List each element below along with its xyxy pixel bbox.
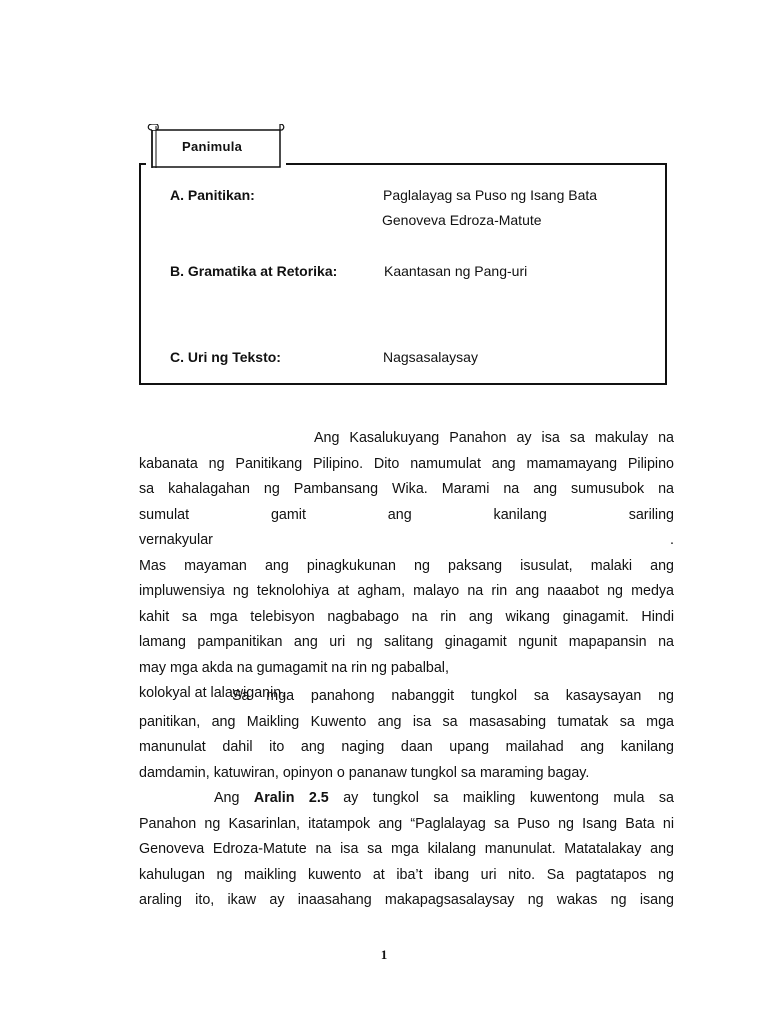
aralin-number: Aralin 2.5 [253, 790, 329, 806]
p3-post: ay tungkol sa maikling kuwentong mula sa [343, 790, 674, 806]
p2-line: manunulat dahil ito ang naging daan upang mailahad ang kanilang [139, 739, 674, 755]
paragraph-3 [139, 786, 674, 914]
p3-pre: Ang [214, 790, 254, 806]
p1-line: sa kahalagahan ng Pambansang Wika. Marami na ang sumusubok na [139, 481, 674, 497]
p1-line: impluwensiya ng teknolohiya at agham, malayo na rin ang naaabot ng medya [139, 583, 674, 599]
p1-line: kolokyal at lalawiganin. [139, 685, 286, 701]
paragraph-1 [139, 426, 674, 707]
p1-line: kahit sa mga telebisyon nagbabago na rin ang wikang ginagamit. Hindi [139, 608, 674, 625]
panimula-scroll-banner [146, 124, 286, 170]
p1-line: sumulat gamit ang kanilang sariling vernakyular . [139, 506, 674, 548]
page-number: 1 [380, 947, 388, 962]
p2-line: damdamin, katuwiran, opinyon o pananaw tungkol sa maraming bagay. [139, 764, 590, 781]
value-panitikan-author: Genoveva Edroza-Matute [382, 212, 542, 228]
value-panitikan-title: Paglalayag sa Puso ng Isang Bata [383, 187, 598, 203]
label-uri-ng-teksto: C. Uri ng Teksto: [170, 349, 281, 365]
p1-line: Ang Kasalukuyang Panahon ay isa sa makulay na [314, 430, 674, 446]
p3-line: Panahon ng Kasarinlan, itatampok ang “Paglalayag sa Puso ng Isang Bata ni [139, 815, 674, 832]
panimula-title: Panimula [182, 139, 243, 154]
paragraph-2 [139, 684, 674, 786]
p3-line: Genoveva Edroza-Matute na isa sa mga kilalang manunulat. Matatalakay ang [139, 841, 674, 857]
label-panitikan: A. Panitikan: [170, 187, 255, 203]
p2-line: panitikan, ang Maikling Kuwento ang isa sa masasabing tumatak sa mga [139, 713, 674, 730]
label-gramatika: B. Gramatika at Retorika: [170, 263, 338, 279]
value-gramatika: Kaantasan ng Pang-uri [384, 263, 528, 279]
p3-line: araling ito, ikaw ay inaasahang makapagsasalaysay ng wakas ng isang [139, 892, 674, 908]
p1-line: may mga akda na gumagamit na rin ng pabalbal, [139, 659, 449, 676]
p1-line: kabanata ng Panitikang Pilipino. Dito namumulat ang mamamayang Pilipino [139, 455, 674, 472]
value-uri-ng-teksto: Nagsasalaysay [383, 349, 478, 365]
p3-line: kahulugan ng maikling kuwento at iba’t ibang uri nito. Sa pagtatapos ng [139, 866, 674, 883]
p1-line: Mas mayaman ang pinagkukunan ng paksang isusulat, malaki ang [139, 557, 674, 574]
p2-line: Sa mga panahong nabanggit tungkol sa kasaysayan ng [232, 688, 674, 704]
p1-line: lamang pampanitikan ang uri ng salitang ginagamit ngunit mapapansin na [139, 634, 674, 650]
p3-line-1 [139, 786, 674, 812]
